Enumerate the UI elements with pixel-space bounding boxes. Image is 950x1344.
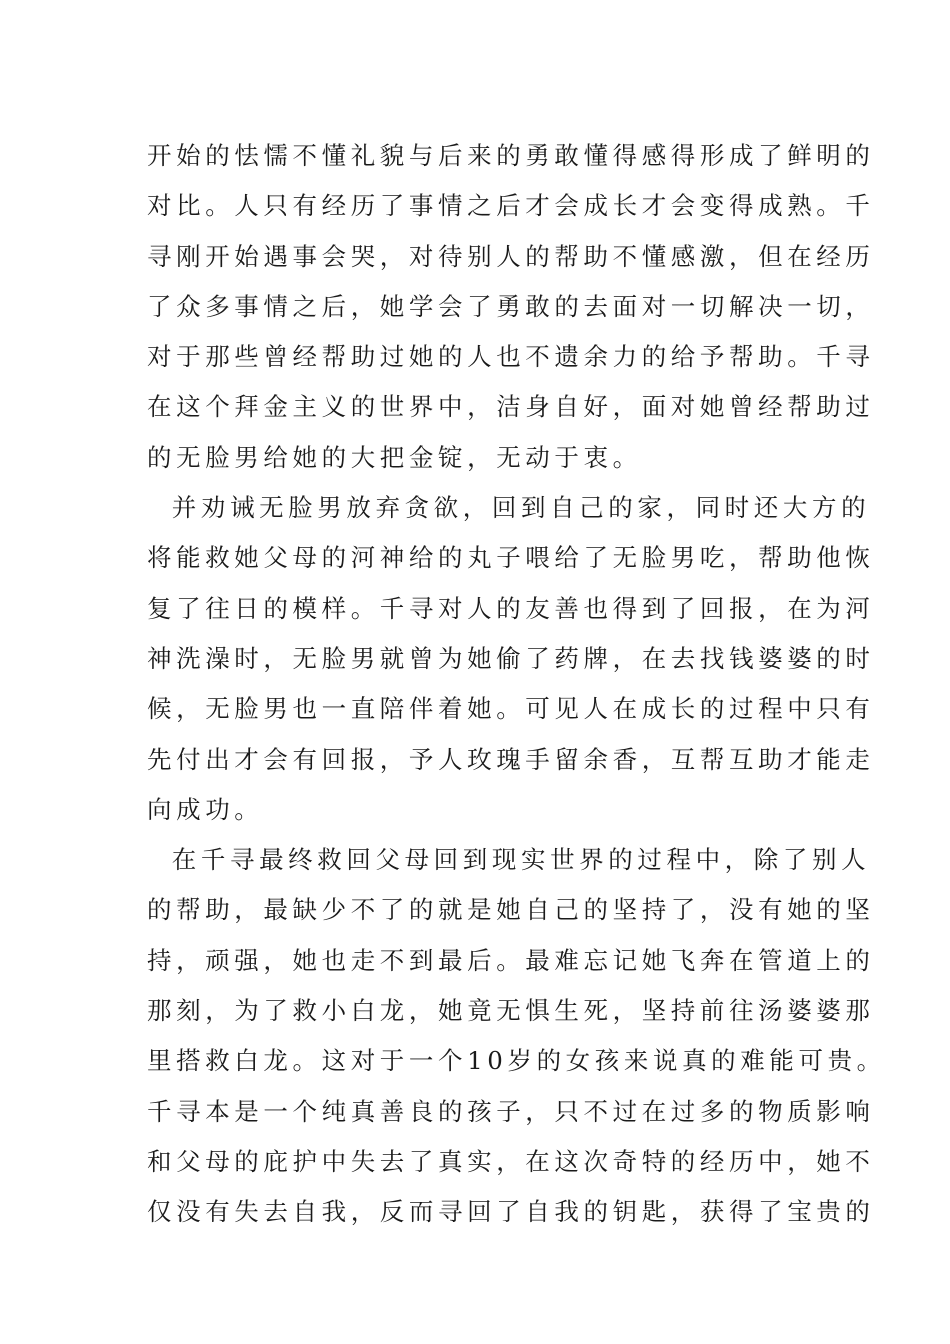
- text-line: 复了往日的模样。千寻对人的友善也得到了回报，在为河: [147, 593, 875, 623]
- text-line: 在千寻最终救回父母回到现实世界的过程中，除了别人: [147, 845, 871, 875]
- text-line: 开始的怯懦不懂礼貌与后来的勇敢懂得感得形成了鲜明的: [147, 141, 875, 170]
- text-line: 仅没有失去自我，反而寻回了自我的钥匙，获得了宝贵的: [147, 1197, 875, 1227]
- text-line: 了众多事情之后，她学会了勇敢的去面对一切解决一切，: [147, 291, 875, 321]
- text-line: 那刻，为了救小白龙，她竟无惧生死，坚持前往汤婆婆那: [147, 996, 875, 1026]
- text-line: 里搭救白龙。这对于一个10岁的女孩来说真的难能可贵。: [147, 1046, 886, 1076]
- text-line: 的无脸男给她的大把金锭，无动于衷。: [147, 442, 642, 472]
- text-line: 寻刚开始遇事会哭，对待别人的帮助不懂感激，但在经历: [147, 241, 875, 271]
- text-line: 对于那些曾经帮助过她的人也不遗余力的给予帮助。千寻: [147, 342, 875, 372]
- text-line: 千寻本是一个纯真善良的孩子，只不过在过多的物质影响: [147, 1096, 875, 1126]
- text-line: 先付出才会有回报，予人玫瑰手留余香，互帮互助才能走: [147, 744, 875, 774]
- text-line: 持，顽强，她也走不到最后。最难忘记她飞奔在管道上的: [147, 945, 875, 975]
- text-line: 将能救她父母的河神给的丸子喂给了无脸男吃，帮助他恢: [147, 543, 875, 573]
- text-line: 在这个拜金主义的世界中，洁身自好，面对她曾经帮助过: [147, 392, 875, 422]
- text-line: 神洗澡时，无脸男就曾为她偷了药牌，在去找钱婆婆的时: [147, 643, 875, 673]
- text-line: 和父母的庇护中失去了真实，在这次奇特的经历中，她不: [147, 1146, 875, 1176]
- text-line: 向成功。: [147, 794, 264, 824]
- text-line: 的帮助，最缺少不了的就是她自己的坚持了，没有她的坚: [147, 895, 875, 925]
- text-line: 候，无脸男也一直陪伴着她。可见人在成长的过程中只有: [147, 694, 875, 724]
- text-line: 对比。人只有经历了事情之后才会成长才会变得成熟。千: [147, 191, 875, 221]
- body-text: [147, 131, 886, 1238]
- text-line: 并劝诫无脸男放弃贪欲，回到自己的家，同时还大方的: [147, 493, 871, 523]
